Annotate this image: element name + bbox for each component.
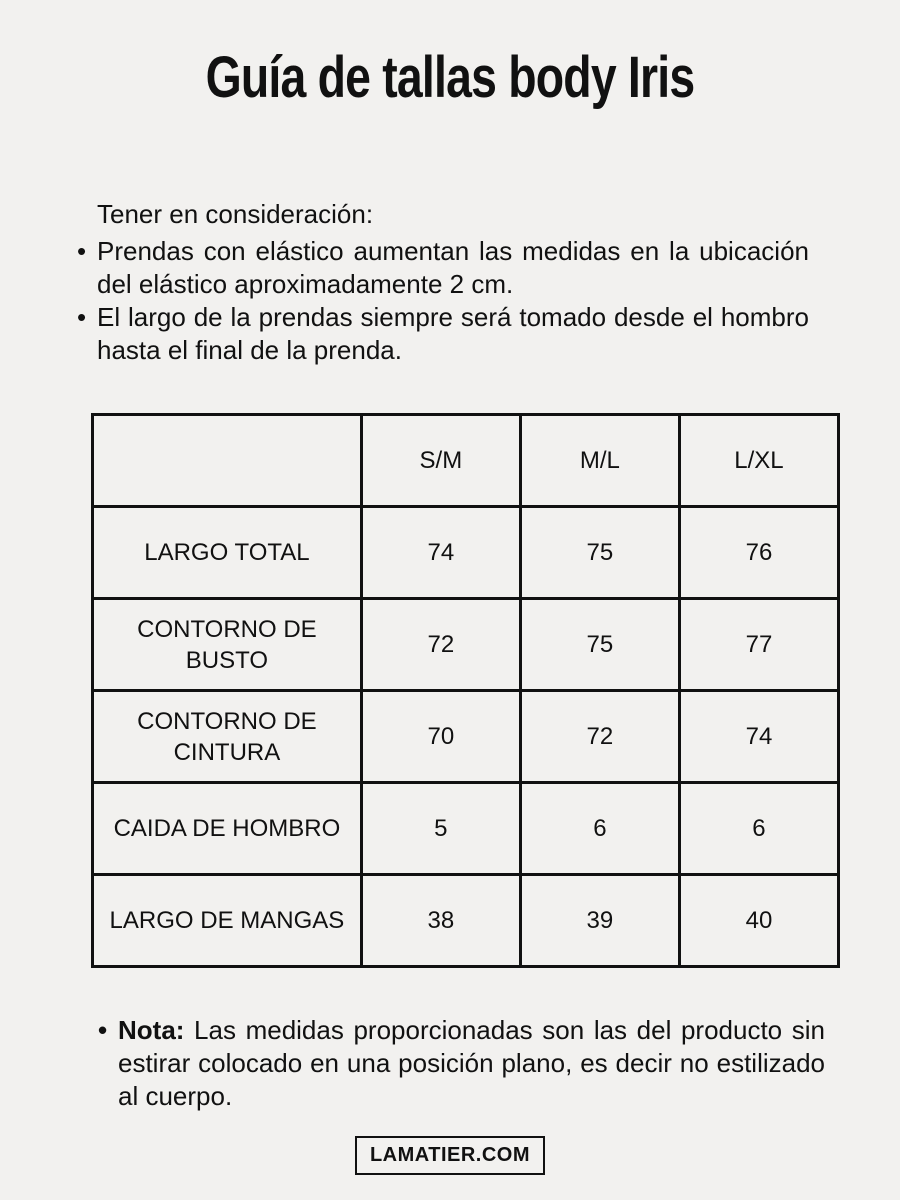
cell-value: 70 <box>361 691 520 783</box>
table-row <box>93 875 839 967</box>
column-header-empty <box>93 415 362 507</box>
cell-value: 76 <box>679 507 838 599</box>
cell-value: 5 <box>361 783 520 875</box>
table-row <box>93 507 839 599</box>
row-label: LARGO TOTAL <box>93 507 362 599</box>
considerations-heading: Tener en consideración: <box>97 199 374 229</box>
table-row <box>93 783 839 875</box>
cell-value: 6 <box>520 783 679 875</box>
cell-value: 75 <box>520 507 679 599</box>
cell-value: 72 <box>520 691 679 783</box>
footer <box>0 1136 900 1175</box>
cell-value: 77 <box>679 599 838 691</box>
table-header-row <box>93 415 839 507</box>
cell-value: 40 <box>679 875 838 967</box>
cell-value: 74 <box>361 507 520 599</box>
row-label: CONTORNO DE BUSTO <box>93 599 362 691</box>
note-paragraph <box>118 1014 825 1113</box>
considerations-section <box>97 198 809 367</box>
table-row <box>93 691 839 783</box>
cell-value: 38 <box>361 875 520 967</box>
cell-value: 6 <box>679 783 838 875</box>
cell-value: 39 <box>520 875 679 967</box>
considerations-list <box>97 235 809 367</box>
cell-value: 74 <box>679 691 838 783</box>
column-header-sm: S/M <box>361 415 520 507</box>
column-header-lxl: L/XL <box>679 415 838 507</box>
brand-label: LAMATIER.COM <box>369 1144 531 1166</box>
note-label: Nota: <box>118 1015 185 1045</box>
table-row <box>93 599 839 691</box>
row-label: CONTORNO DE CINTURA <box>93 691 362 783</box>
list-item: • El largo de la prendas siempre será tomado desde el hombro hasta el final de la prenda. <box>97 301 809 367</box>
size-table <box>91 413 840 968</box>
row-label: LARGO DE MANGAS <box>93 875 362 967</box>
cell-value: 75 <box>520 599 679 691</box>
column-header-ml: M/L <box>520 415 679 507</box>
note-text: Las medidas proporcionadas son las del producto sin estirar colocado en una posición plano, es decir no estilizado al cuerpo. <box>118 1015 825 1111</box>
row-label: CAIDA DE HOMBRO <box>93 783 362 875</box>
page-title: Guía de tallas body Iris <box>205 45 695 110</box>
note-section <box>118 1014 825 1113</box>
cell-value: 72 <box>361 599 520 691</box>
brand-box <box>355 1136 545 1175</box>
list-item: • Prendas con elástico aumentan las medidas en la ubicación del elástico aproximadamente 2 cm. <box>97 235 809 301</box>
